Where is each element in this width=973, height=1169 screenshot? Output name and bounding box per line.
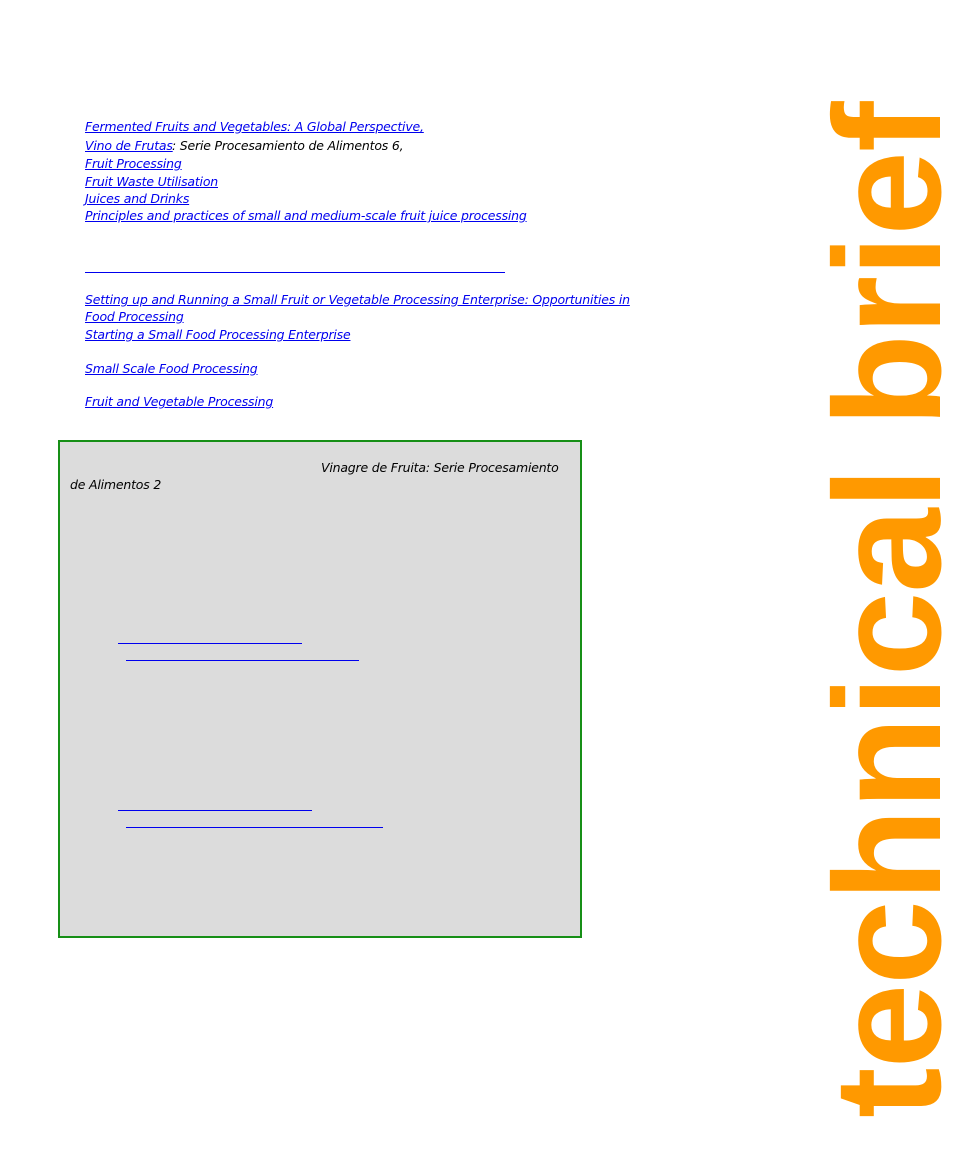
- reference-link-fruit-veg[interactable]: Fruit and Vegetable Processing: [85, 394, 274, 409]
- box-link-rule-4[interactable]: [126, 827, 383, 828]
- reference-text-vino-series: : Serie Procesamiento de Alimentos 6,: [172, 138, 404, 153]
- box-link-rule-1[interactable]: [118, 643, 302, 644]
- box-title-line1: Vinagre de Fruita: Serie Procesamiento: [321, 460, 559, 475]
- reference-link-juices-drinks[interactable]: Juices and Drinks: [85, 191, 190, 206]
- reference-link-fruit-processing[interactable]: Fruit Processing: [85, 156, 182, 171]
- reference-link-fruit-waste[interactable]: Fruit Waste Utilisation: [85, 174, 218, 189]
- box-title-line2: de Alimentos 2: [70, 477, 162, 492]
- reference-link-vino-de-frutas[interactable]: Vino de Frutas: [85, 138, 173, 153]
- box-link-rule-2[interactable]: [126, 660, 359, 661]
- reference-link-small-scale[interactable]: Small Scale Food Processing: [85, 361, 258, 376]
- highlight-box: [58, 440, 582, 938]
- technical-brief-logo: technical brief: [803, 102, 973, 1118]
- box-link-rule-3[interactable]: [118, 810, 312, 811]
- reference-link-fermented-fruits[interactable]: Fermented Fruits and Vegetables: A Global Perspective,: [85, 119, 424, 134]
- reference-link-setting-up-line1[interactable]: Setting up and Running a Small Fruit or Vegetable Processing Enterprise: Opportunities in: [85, 292, 630, 307]
- reference-link-principles-juice[interactable]: Principles and practices of small and medium-scale fruit juice processing: [85, 208, 527, 223]
- reference-link-starting-enterprise[interactable]: Starting a Small Food Processing Enterprise: [85, 327, 351, 342]
- reference-link-setting-up-line2[interactable]: Food Processing: [85, 309, 184, 324]
- reference-link-underline[interactable]: [85, 272, 505, 273]
